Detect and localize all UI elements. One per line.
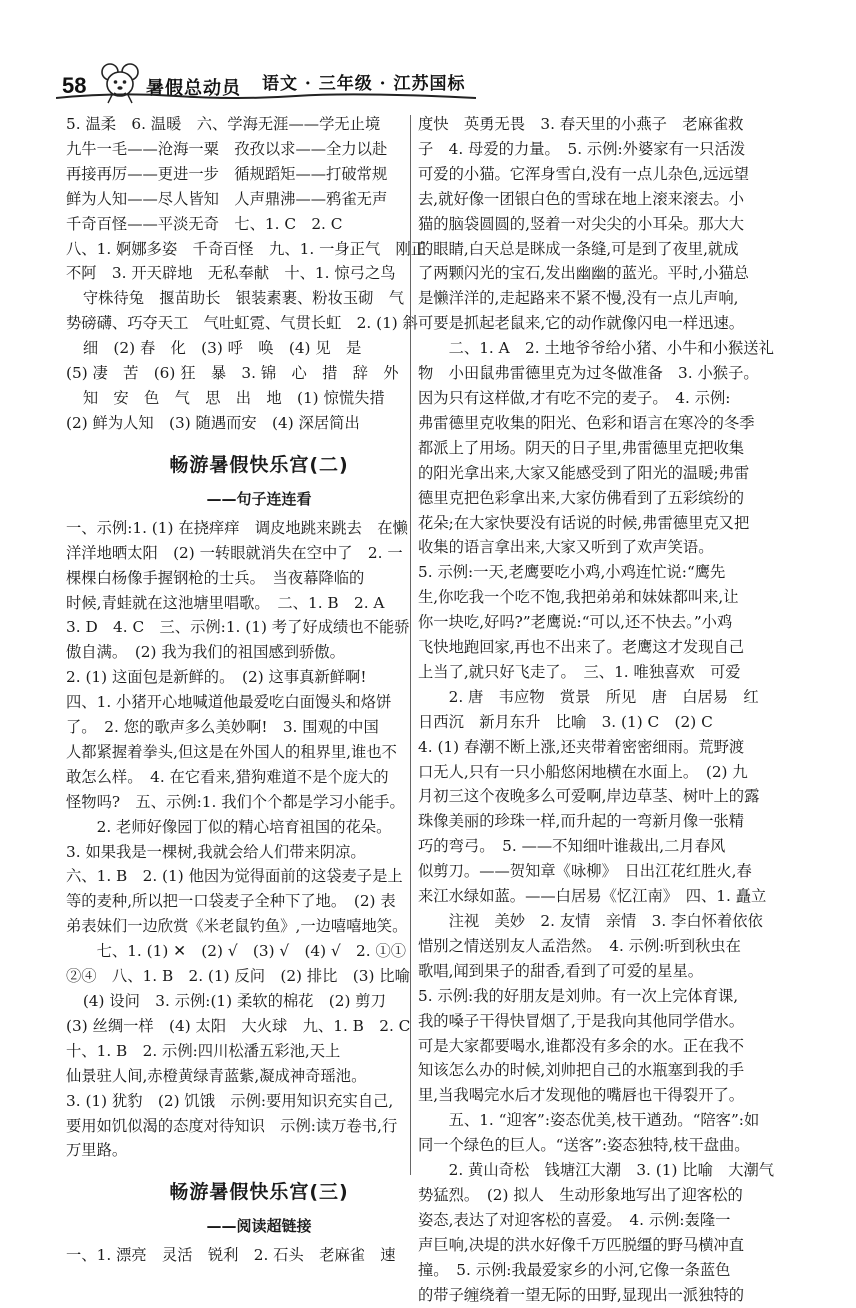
text-line: (2) 鲜为人知 (3) 随遇而安 (4) 深居简出 <box>66 413 360 432</box>
text-line: 可要是抓起老鼠来,它的动作就像闪电一样迅速。 <box>418 314 745 333</box>
right-column <box>418 112 810 1308</box>
text-line: 2. (1) 这面包是新鲜的。 (2) 这事真新鲜啊! <box>66 668 367 687</box>
text-line: 十、1. B 2. 示例:四川松潘五彩池,天上 <box>66 1041 341 1060</box>
text-line: 洋洋地晒太阳 (2) 一转眼就消失在空中了 2. 一 <box>66 543 403 562</box>
text-line: 4. (1) 春潮不断上涨,还夹带着密密细雨。荒野渡 <box>418 737 745 756</box>
text-line: 去,就好像一团银白色的雪球在地上滚来滚去。小 <box>418 189 745 208</box>
text-line: 的带子缠绕着一望无际的田野,显现出一派独特的 <box>418 1285 745 1304</box>
text-line: 度快 英勇无畏 3. 春天里的小燕子 老麻雀救 <box>418 115 744 133</box>
text-line: 飞快地跑回家,再也不出来了。老鹰这才发现自己 <box>418 638 745 657</box>
text-line: 似剪刀。——贺知章《咏柳》 日出江花红胜火,春 <box>418 862 752 881</box>
text-line: 可爱的小猫。它浑身雪白,没有一点儿杂色,远远望 <box>418 164 749 183</box>
text-line: 再接再厉——更进一步 循规蹈矩——打破常规 <box>66 164 388 183</box>
text-line: 万里路。 <box>66 1141 128 1160</box>
text-line: 鲜为人知——尽人皆知 人声鼎沸——鸦雀无声 <box>66 189 388 208</box>
text-line: 来江水绿如蓝。——白居易《忆江南》 四、1. 矗立 <box>418 887 767 906</box>
text-line: 上当了,就只好飞走了。 三、1. 唯独喜欢 可爱 <box>418 662 741 681</box>
text-line: 六、1. B 2. (1) 他因为觉得面前的这袋麦子是上 <box>66 867 403 886</box>
text-line: 一、1. 漂亮 灵活 锐利 2. 石头 老麻雀 速 <box>66 1246 396 1265</box>
text-line: 我的嗓子干得快冒烟了,于是我向其他同学借水。 <box>418 1011 745 1030</box>
text-line: 日西沉 新月东升 比喻 3. (1) C (2) C <box>418 712 713 731</box>
text-line: 不阿 3. 开天辟地 无私奉献 十、1. 惊弓之鸟 <box>66 264 396 283</box>
text-line: 注视 美妙 2. 友情 亲情 3. 李白怀着依依 <box>448 912 763 930</box>
section-title-3: 畅游暑假快乐宫(三) <box>169 1181 349 1204</box>
text-line: 里,当我喝完水后才发现他的嘴唇也干得裂开了。 <box>418 1086 745 1105</box>
text-line: 3. D 4. C 三、示例:1. (1) 考了好成绩也不能骄 <box>66 618 410 637</box>
text-line: 细 (2) 春 化 (3) 呼 唤 (4) 见 是 <box>82 339 362 358</box>
text-line: 敢怎么样。 4. 在它看来,猎狗难道不是个庞大的 <box>66 767 389 786</box>
text-line: 了两颗闪光的宝石,发出幽幽的蓝光。平时,小猫总 <box>418 264 749 283</box>
text-line: 等的麦种,所以把一口袋麦子全种下了地。 (2) 表 <box>66 892 396 911</box>
text-line: 七、1. (1) ✕ (2) √ (3) √ (4) √ 2. ①① <box>96 942 407 961</box>
text-line: 声巨响,决堤的洪水好像千万匹脱缰的野马横冲直 <box>418 1235 745 1254</box>
text-line: 知 安 色 气 思 出 地 (1) 惊慌失措 <box>82 388 385 407</box>
text-line: 二、1. A 2. 土地爷爷给小猪、小牛和小猴送礼 <box>448 339 774 358</box>
text-line: 2. 黄山奇松 钱塘江大潮 3. (1) 比喻 大潮气 <box>448 1161 775 1180</box>
text-line: (4) 设问 3. 示例:(1) 柔软的棉花 (2) 剪刀 <box>82 992 386 1010</box>
text-line: 九牛一毛——沧海一粟 孜孜以求——全力以赴 <box>66 139 388 158</box>
text-line: 五、1. “迎客”:姿态优美,枝干遒劲。“陪客”:如 <box>448 1111 760 1130</box>
text-line: 歌唱,闻到果子的甜香,看到了可爱的星星。 <box>418 961 704 980</box>
header-underline-swoosh <box>56 90 476 102</box>
text-line: 撞。 5. 示例:我最爱家乡的小河,它像一条蓝色 <box>418 1260 731 1279</box>
text-line: 要用如饥似渴的态度对待知识 示例:读万卷书,行 <box>66 1116 398 1135</box>
text-line: (3) 丝绸一样 (4) 太阳 大火球 九、1. B 2. C <box>66 1016 411 1035</box>
answers-block-2 <box>66 516 452 1164</box>
text-line: 口无人,只有一只小船悠闲地横在水面上。 (2) 九 <box>418 762 748 781</box>
text-line: 收集的语言拿出来,大家又听到了欢声笑语。 <box>418 538 714 557</box>
text-line: 仙景驻人间,赤橙黄绿青蓝紫,凝成神奇瑶池。 <box>66 1066 367 1085</box>
text-line: 八、1. 婀娜多姿 千奇百怪 九、1. 一身正气 刚正 <box>66 239 427 258</box>
text-line: 时候,青蛙就在这池塘里唱歌。 二、1. B 2. A <box>66 593 385 612</box>
text-line: 四、1. 小猪开心地喊道他最爱吃白面馒头和烙饼 <box>66 693 392 712</box>
text-line: 千奇百怪——平淡无奇 七、1. C 2. C <box>66 214 343 233</box>
text-line: 棵棵白杨像手握钢枪的士兵。 当夜幕降临的 <box>66 568 365 587</box>
book-title: 暑假总动员 <box>146 78 241 99</box>
text-line: 生,你吃我一个吃不饱,我把弟弟和妹妹都叫来,让 <box>418 588 739 607</box>
text-line: 知该怎么办的时候,刘帅把自己的水瓶塞到我的手 <box>418 1061 745 1080</box>
text-line: 5. 示例:我的好朋友是刘帅。有一次上完体育课, <box>418 986 739 1005</box>
subject-grade-label: 语文 · 三年级 · 江苏国标 <box>262 74 466 94</box>
text-line: ②④ 八、1. B 2. (1) 反问 (2) 排比 (3) 比喻 <box>66 967 410 986</box>
text-line: 姿态,表达了对迎客松的喜爱。 4. 示例:轰隆一 <box>418 1210 731 1229</box>
text-line: 势猛烈。 (2) 拟人 生动形象地写出了迎客松的 <box>418 1185 743 1204</box>
text-line: 5. 温柔 6. 温暖 六、学海无涯——学无止境 <box>66 115 381 133</box>
text-line: 猫的脑袋圆圆的,竖着一对尖尖的小耳朵。那大大 <box>418 214 745 233</box>
text-line: (5) 凄 苦 (6) 狂 暴 3. 锦 心 措 辞 外 <box>66 364 399 383</box>
text-line: 可是大家都要喝水,谁都没有多余的水。正在我不 <box>418 1036 745 1055</box>
text-line: 3. 如果我是一棵树,我就会给人们带来阴凉。 <box>66 842 366 861</box>
text-line: 5. 示例:一天,老鹰要吃小鸡,小鸡连忙说:“鹰先 <box>418 563 726 582</box>
text-line: 月初三这个夜晚多么可爱啊,岸边草茎、树叶上的露 <box>418 787 760 806</box>
text-line: 2. 唐 韦应物 赏景 所见 唐 白居易 红 <box>448 687 759 706</box>
text-line: 德里克把色彩拿出来,大家仿佛看到了五彩缤纷的 <box>418 488 745 507</box>
text-line: 因为只有这样做,才有吃不完的麦子。 4. 示例: <box>418 388 731 407</box>
answers-block-1 <box>66 112 452 436</box>
text-line: 弗雷德里克收集的阳光、色彩和语言在寒冷的冬季 <box>418 413 755 432</box>
left-column <box>66 112 452 1268</box>
text-line: 的眼睛,白天总是眯成一条缝,可是到了夜里,就成 <box>418 239 739 258</box>
text-line: 怪物吗? 五、示例:1. 我们个个都是学习小能手。 <box>66 792 405 811</box>
text-line: 守株待兔 揠苗助长 银装素裹、粉妆玉砌 气 <box>82 289 405 308</box>
text-line: 巧的弯弓。 5. ——不知细叶谁裁出,二月春风 <box>418 837 726 856</box>
text-line: 人都紧握着拳头,但这是在外国人的租界里,谁也不 <box>66 742 397 761</box>
text-line: 了。 2. 您的歌声多么美妙啊! 3. 围观的中国 <box>66 718 379 737</box>
answers-block-3 <box>66 1243 452 1268</box>
section-subtitle-3: ——阅读超链接 <box>206 1217 312 1236</box>
page-header <box>0 0 856 110</box>
text-line: 势磅礴、巧夺天工 气吐虹霓、气贯长虹 2. (1) 斜 <box>66 314 418 333</box>
text-line: 物 小田鼠弗雷德里克为过冬做准备 3. 小猴子。 <box>418 364 759 383</box>
text-line: 弟表妹们一边欣赏《米老鼠钓鱼》,一边嘻嘻地笑。 <box>66 917 408 936</box>
text-line: 子 4. 母爱的力量。 5. 示例:外婆家有一只活泼 <box>418 139 746 158</box>
text-line: 2. 老师好像园丁似的精心培育祖国的花朵。 <box>96 817 392 836</box>
section-title-2: 畅游暑假快乐宫(二) <box>169 453 349 476</box>
section-subtitle-2: ——句子连连看 <box>206 489 312 508</box>
text-line: 珠像美丽的珍珠一样,而升起的一弯新月像一张精 <box>418 812 745 831</box>
text-line: 一、示例:1. (1) 在挠痒痒 调皮地跳来跳去 在懒 <box>66 518 408 537</box>
text-line: 3. (1) 犹豹 (2) 饥饿 示例:要用知识充实自己, <box>66 1091 394 1110</box>
page-number: 58 <box>62 73 87 98</box>
text-line: 是懒洋洋的,走起路来不紧不慢,没有一点儿声响, <box>418 289 739 308</box>
text-line: 傲自满。 (2) 我为我们的祖国感到骄傲。 <box>66 643 345 662</box>
text-line: 同一个绿色的巨人。“送客”:姿态独特,枝干盘曲。 <box>418 1136 750 1155</box>
text-line: 的阳光拿出来,大家又能感受到了阳光的温暖;弗雷 <box>418 463 750 482</box>
text-line: 惜别之情送别友人孟浩然。 4. 示例:听到秋虫在 <box>418 936 741 955</box>
text-line: 都派上了用场。阴天的日子里,弗雷德里克把收集 <box>418 438 745 457</box>
text-line: 你一块吃,好吗?”老鹰说:“可以,还不快去。”小鸡 <box>418 613 733 632</box>
text-line: 花朵;在大家快要没有话说的时候,弗雷德里克又把 <box>418 513 750 532</box>
